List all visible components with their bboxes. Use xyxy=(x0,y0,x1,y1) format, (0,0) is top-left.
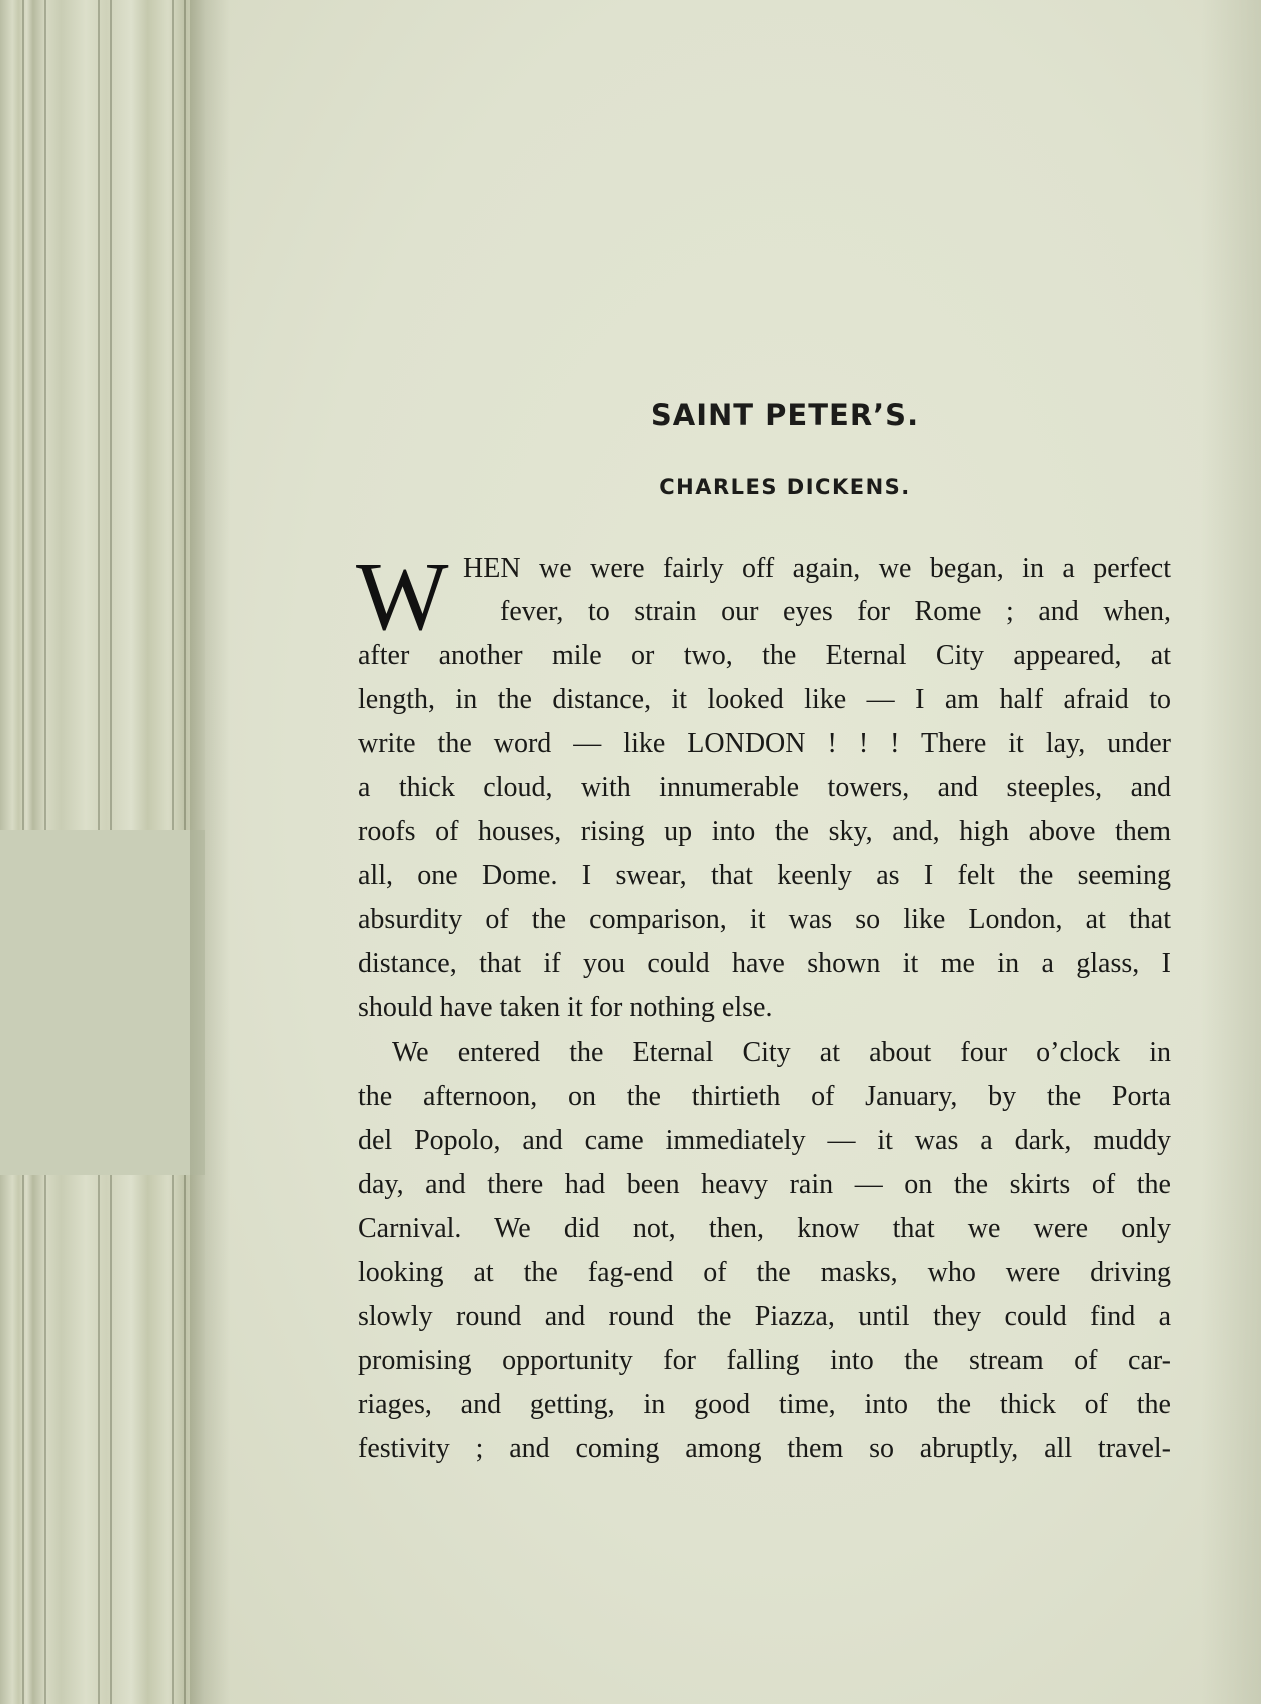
text-line: the afternoon, on the thirtieth of January, by the Porta xyxy=(358,1081,1171,1112)
text-line: distance, that if you could have shown it me in a glass, I xyxy=(358,948,1171,979)
text-line: absurdity of the comparison, it was so like London, at that xyxy=(358,904,1171,935)
text-line: festivity ; and coming among them so abruptly, all travel- xyxy=(358,1433,1171,1464)
text-line: del Popolo, and came immediately — it was a dark, muddy xyxy=(358,1125,1171,1156)
text-line: promising opportunity for falling into the stream of car- xyxy=(358,1345,1171,1376)
text-line: length, in the distance, it looked like — I am half afraid to xyxy=(358,684,1171,715)
text-line: should have taken it for nothing else. xyxy=(358,992,773,1023)
text-line: looking at the fag-end of the masks, who were driving xyxy=(358,1257,1171,1288)
text-line: roofs of houses, rising up into the sky, and, high above them xyxy=(358,816,1171,847)
text-line: all, one Dome. I swear, that keenly as I felt the seeming xyxy=(358,860,1171,891)
text-line: write the word — like LONDON ! ! ! There it lay, under xyxy=(358,728,1171,759)
page-curl-shadow xyxy=(1201,0,1261,1704)
text-line: slowly round and round the Piazza, until they could find a xyxy=(358,1301,1171,1332)
text-line: fever, to strain our eyes for Rome ; and when, xyxy=(500,596,1171,627)
text-line: HEN we were fairly off again, we began, in a perfect xyxy=(463,553,1171,584)
text-line: after another mile or two, the Eternal City appeared, at xyxy=(358,640,1171,671)
text-line: a thick cloud, with innumerable towers, and steeples, and xyxy=(358,772,1171,803)
text-line: Carnival. We did not, then, know that we were only xyxy=(358,1213,1171,1244)
author-name: CHARLES DICKENS. xyxy=(659,475,911,499)
text-line: day, and there had been heavy rain — on the skirts of the xyxy=(358,1169,1171,1200)
chapter-title: SAINT PETER’S. xyxy=(650,398,920,432)
drop-cap: W xyxy=(356,543,449,651)
text-line: We entered the Eternal City at about four o’clock in xyxy=(392,1037,1171,1068)
spine-shadow xyxy=(190,0,230,1704)
text-line: riages, and getting, in good time, into the thick of the xyxy=(358,1389,1171,1420)
